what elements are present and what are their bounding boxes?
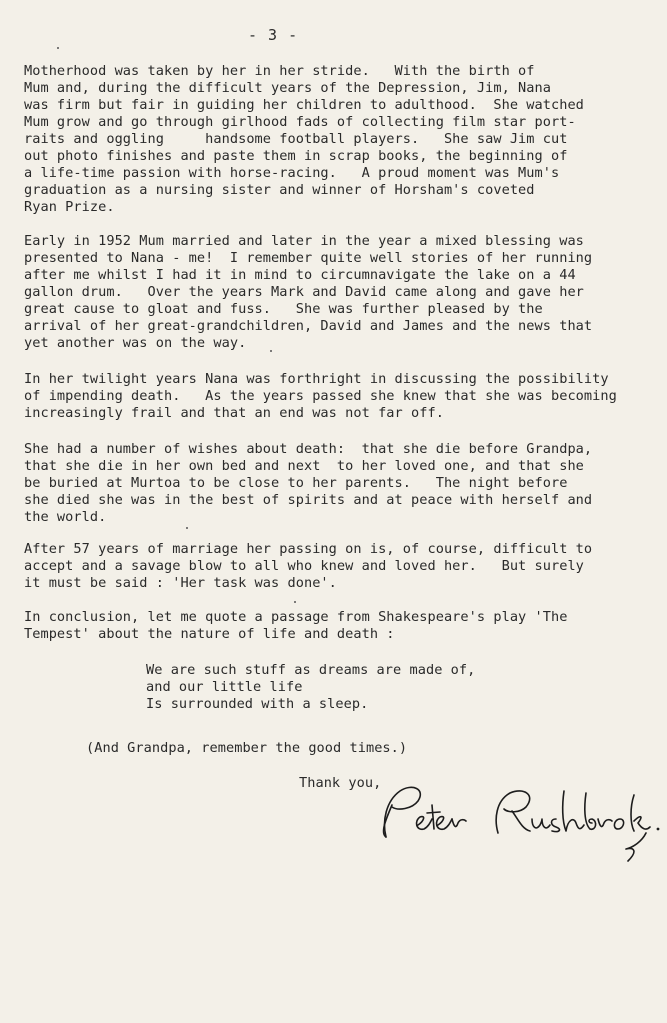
text-line: a life-time passion with horse-racing. A proud moment was Mum's: [24, 165, 560, 181]
paper-speck: [270, 350, 272, 352]
text-line: the world.: [24, 509, 107, 525]
text-line: Motherhood was taken by her in her stride. With the birth of: [24, 63, 535, 79]
postscript: (And Grandpa, remember the good times.): [86, 740, 408, 756]
text-line: Mum and, during the difficult years of the Depression, Jim, Nana: [24, 80, 551, 96]
text-line: After 57 years of marriage her passing on is, of course, difficult to: [24, 541, 593, 557]
text-line: great cause to gloat and fuss. She was further pleased by the: [24, 301, 543, 317]
page-number: - 3 -: [248, 26, 299, 44]
quote-line: Is surrounded with a sleep.: [146, 696, 369, 712]
text-line: out photo finishes and paste them in scrap books, the beginning of: [24, 148, 568, 164]
text-line: raits and oggling handsome football players. She saw Jim cut: [24, 131, 568, 147]
text-line: that she die in her own bed and next to her loved one, and that she: [24, 458, 584, 474]
paper-speck: [57, 47, 59, 49]
handwritten-signature: [372, 775, 664, 875]
text-line: Early in 1952 Mum married and later in the year a mixed blessing was: [24, 233, 584, 249]
text-line: In her twilight years Nana was forthright in discussing the possibility: [24, 371, 609, 387]
paper-speck: [186, 527, 188, 529]
text-line: of impending death. As the years passed she knew that she was becoming: [24, 388, 617, 404]
text-line: gallon drum. Over the years Mark and David came along and gave her: [24, 284, 584, 300]
quote-line: We are such stuff as dreams are made of,: [146, 662, 476, 678]
text-line: In conclusion, let me quote a passage from Shakespeare's play 'The: [24, 609, 568, 625]
text-line: Tempest' about the nature of life and death :: [24, 626, 395, 642]
text-line: increasingly frail and that an end was not far off.: [24, 405, 444, 421]
text-line: she died she was in the best of spirits and at peace with herself and: [24, 492, 593, 508]
text-line: graduation as a nursing sister and winner of Horsham's coveted: [24, 182, 535, 198]
text-line: it must be said : 'Her task was done'.: [24, 575, 337, 591]
text-line: be buried at Murtoa to be close to her parents. The night before: [24, 475, 568, 491]
text-line: Mum grow and go through girlhood fads of collecting film star port-: [24, 114, 576, 130]
text-line: Ryan Prize.: [24, 199, 115, 215]
text-line: accept and a savage blow to all who knew and loved her. But surely: [24, 558, 584, 574]
text-line: yet another was on the way.: [24, 335, 247, 351]
text-line: presented to Nana - me! I remember quite well stories of her running: [24, 250, 593, 266]
text-line: was firm but fair in guiding her children to adulthood. She watched: [24, 97, 584, 113]
text-line: She had a number of wishes about death: that she die before Grandpa,: [24, 441, 593, 457]
quote-line: and our little life: [146, 679, 303, 695]
text-line: arrival of her great-grandchildren, David and James and the news that: [24, 318, 593, 334]
closing: Thank you,: [299, 775, 382, 791]
text-line: after me whilst I had it in mind to circumnavigate the lake on a 44: [24, 267, 576, 283]
paper-speck: [294, 601, 296, 603]
